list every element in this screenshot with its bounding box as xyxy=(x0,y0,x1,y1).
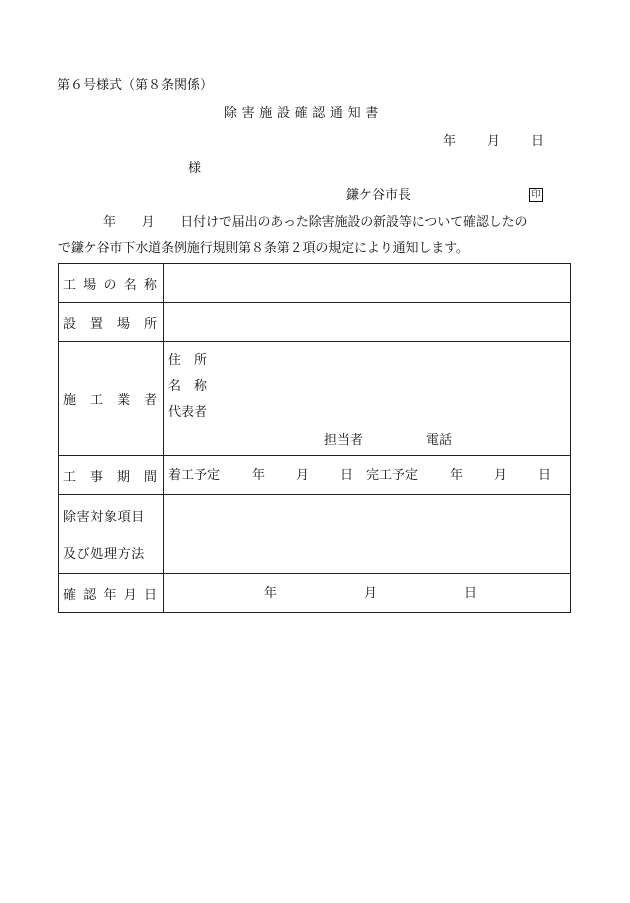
label-char: 業 xyxy=(116,393,130,408)
label-char: 確 xyxy=(63,587,77,603)
label-char: 場 xyxy=(116,316,130,332)
factory-name-field[interactable] xyxy=(164,264,571,303)
date-month: 月 xyxy=(487,134,501,149)
seal-char: 印 xyxy=(531,189,541,200)
period-field[interactable] xyxy=(164,456,571,495)
end-year: 年 xyxy=(450,468,464,483)
target-treatment-label xyxy=(59,495,164,574)
form-number: 第６号様式（第８条関係） xyxy=(57,78,214,93)
label-char: 名 xyxy=(123,277,137,293)
label-char: 称 xyxy=(143,277,157,293)
label-char: 工 xyxy=(63,277,77,293)
label-char: 工 xyxy=(63,469,77,485)
recipient-suffix: 様 xyxy=(188,161,202,176)
contractor-address-label: 住 所 xyxy=(168,353,208,368)
notification-form-table xyxy=(58,263,571,613)
period-label xyxy=(59,456,164,495)
target-label-line2: 及び処理方法 xyxy=(63,547,145,562)
label-char: 場 xyxy=(83,277,97,293)
target-label-line1: 除害対象項目 xyxy=(63,510,145,525)
contractor-field[interactable] xyxy=(164,342,571,456)
location-field[interactable] xyxy=(164,303,571,342)
confirm-date-field[interactable] xyxy=(164,574,571,613)
label-char: 所 xyxy=(143,316,157,332)
date-day: 日 xyxy=(531,134,545,149)
label-char: 事 xyxy=(89,469,103,485)
row-period xyxy=(59,456,571,495)
label-char: 認 xyxy=(83,587,97,603)
label-char: 日 xyxy=(143,587,157,603)
location-label xyxy=(59,303,164,342)
factory-name-label xyxy=(59,264,164,303)
seal-mark xyxy=(529,188,543,202)
label-char: 者 xyxy=(143,393,157,408)
issuer: 鎌ケ谷市長 xyxy=(346,188,412,203)
label-char: 設 xyxy=(63,316,77,332)
row-confirm-date xyxy=(59,574,571,613)
label-char: 工 xyxy=(89,393,103,408)
phone-label: 電話 xyxy=(426,433,453,448)
row-factory-name xyxy=(59,264,571,303)
label-char: 期 xyxy=(116,469,130,485)
contractor-name-label: 名 称 xyxy=(168,379,208,394)
confirm-month: 月 xyxy=(364,586,378,601)
confirm-date-label xyxy=(59,574,164,613)
contractor-label xyxy=(59,342,164,456)
label-char: 月 xyxy=(123,587,137,603)
label-char: 間 xyxy=(143,469,157,485)
body-line-1: 年 月 日付けで届出のあった除害施設の新設等について確認したの xyxy=(103,215,528,230)
start-label: 着工予定 xyxy=(168,468,221,483)
document-title: 除 害 施 設 確 認 通 知 書 xyxy=(224,106,379,121)
confirm-day: 日 xyxy=(464,586,478,601)
label-char: 年 xyxy=(103,587,117,603)
end-label: 完工予定 xyxy=(366,468,419,483)
date-year: 年 xyxy=(443,134,457,149)
row-target-treatment xyxy=(59,495,571,574)
confirm-year: 年 xyxy=(264,586,278,601)
body-line-2: で鎌ケ谷市下水道条例施行規則第８条第２項の規定により通知します。 xyxy=(58,241,469,256)
target-treatment-field[interactable] xyxy=(164,495,571,574)
end-day: 日 xyxy=(538,468,552,483)
start-year: 年 xyxy=(252,468,266,483)
label-char: 施 xyxy=(63,393,77,408)
contractor-representative-label: 代表者 xyxy=(168,405,208,420)
label-char: の xyxy=(103,277,117,293)
row-contractor xyxy=(59,342,571,456)
end-month: 月 xyxy=(494,468,508,483)
start-month: 月 xyxy=(296,468,310,483)
label-char: 置 xyxy=(89,316,103,332)
row-location xyxy=(59,303,571,342)
person-in-charge-label: 担当者 xyxy=(324,433,364,448)
start-day: 日 xyxy=(340,468,354,483)
